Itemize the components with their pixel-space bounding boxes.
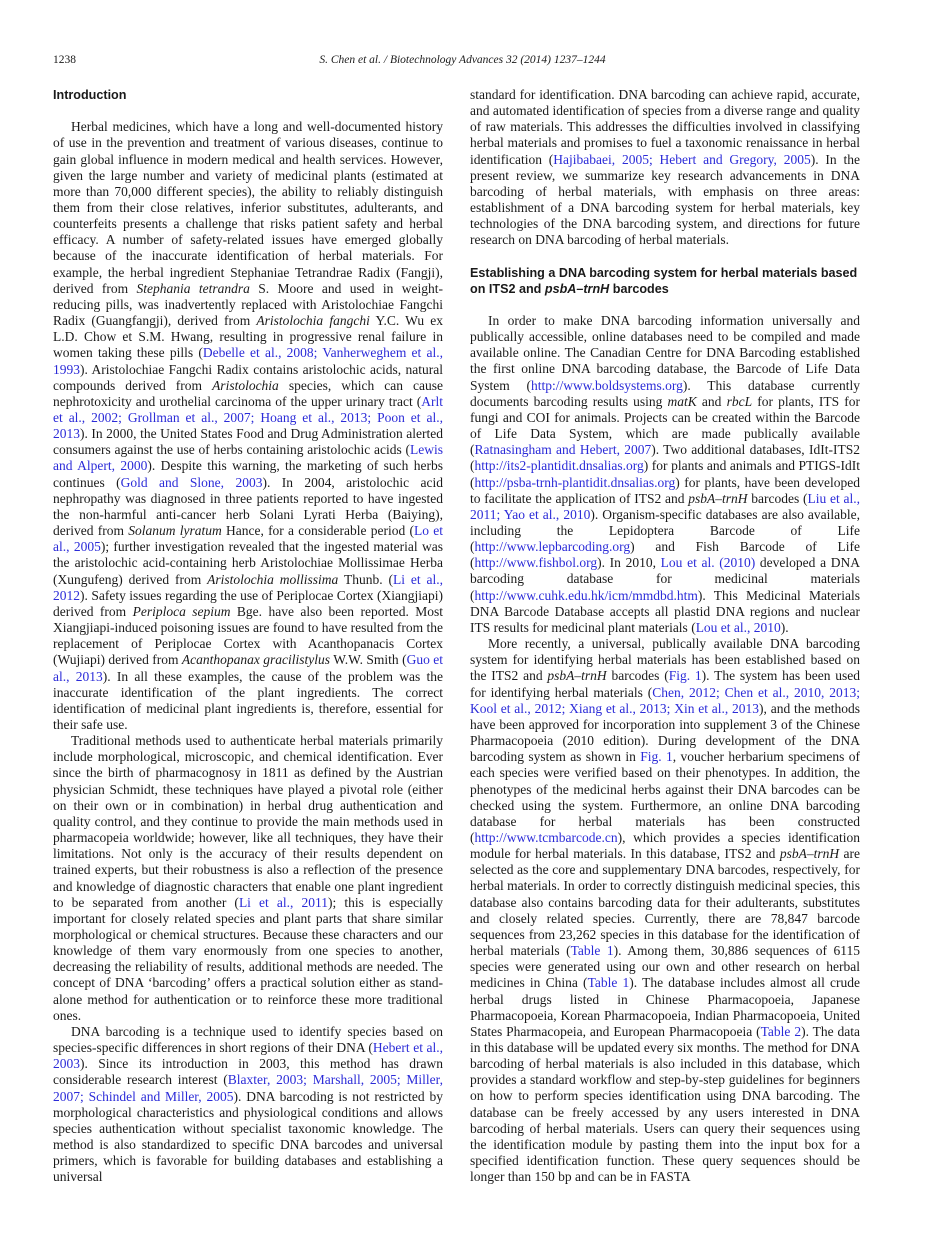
citation-link[interactable]: Hebert et al., 2003 xyxy=(53,1040,443,1072)
text-run: ). The data in this database will be updated every six months. The method for DNA barcoding of herbal materials is also included in this database, which provides a standard workflow and step-by-step guidelines for beginners on how to perform species identification using DNA barcoding. The database can be freely accessed by any users interested in DNA barcoding of herbal materials. Users can query their sequences using the identification module by pasting them into the input box for a specified identification function. These query sequences should be longer than 150 bp and can be in FASTA xyxy=(470,1023,861,1185)
italic-term: Aristolochia mollissima xyxy=(207,571,339,587)
page-number: 1238 xyxy=(53,54,76,66)
text-run: ). In the present review, we summarize key research advancements in DNA barcoding of herbal materials, with emphasis on three areas: establishment of a DNA barcoding system for herbal materials, key technologies of the DNA barcoding system, and directions for future research on DNA barcoding of herbal materials. xyxy=(470,151,860,248)
text-run: ). The system has been used for identifying herbal materials ( xyxy=(470,668,860,700)
text-run: , voucher herbarium specimens of each species were verified based on their phenotypes. In addition, the phenotypes of the medicinal herbs against their DNA barcodes can be checked using the system. Furthermore, an online DNA barcoding database for herbal materials has been constructed ( xyxy=(470,749,861,845)
italic-term: Acanthopanax gracilistylus xyxy=(181,652,331,668)
italic-term: psbA–trnH xyxy=(779,846,840,862)
citation-link[interactable]: Fig. 1 xyxy=(640,749,673,765)
text-run: ). The database includes almost all crude herbal drugs listed in Chinese Pharmacopoeia, Japanese Pharmacopoeia, Korean Pharmacopoeia, Indian Pharmacopoeia, United States Pharmacopeia, and European Pharmacopoeia ( xyxy=(470,975,860,1039)
citation-link[interactable]: Li et al., 2012 xyxy=(53,571,443,603)
citation-link[interactable]: http://psba-trnh-plantidit.dnsalias.org xyxy=(474,474,676,490)
text-run: Establishing a DNA barcoding system for herbal materials based on ITS2 and xyxy=(470,265,858,296)
citation-link[interactable]: Lewis and Alpert, 2000 xyxy=(53,442,443,474)
text-run: ) for plants, have been developed to facilitate the application of ITS2 and xyxy=(470,474,860,506)
citation-link[interactable]: Blaxter, 2003; Marshall, 2005; Miller, 2007; Schindel and Miller, 2005 xyxy=(53,1072,443,1104)
italic-term: psbA–trnH xyxy=(688,490,748,506)
citation-link[interactable]: http://www.tcmbarcode.cn xyxy=(474,829,618,845)
text-run: are selected as the core and supplementary DNA barcodes, respectively, for herbal materials. In order to correctly distinguish medicinal species, this database also contains barcoding data for their adulterants, substitutes and closely related species. Currently, there are 78,847 barcode sequences from 23,262 species in this database for the identification of herbal materials ( xyxy=(470,846,860,959)
paragraph-continuation xyxy=(470,87,860,249)
citation-link[interactable]: Lou et al. (2010) xyxy=(660,555,756,571)
text-run: S. Moore and used in weight-reducing pills, was inadvertently replaced with Aristolochiae Fangchi Radix (Guangfangji), derived from xyxy=(53,280,443,329)
text-run: ). Two additional databases, IdIt-ITS2 ( xyxy=(470,442,860,474)
text-run: ). Since its introduction in 2003, this method has drawn considerable research interest ( xyxy=(53,1056,443,1088)
italic-term: Periploca sepium xyxy=(132,603,231,619)
text-run: ). DNA barcoding is not restricted by morphological characteristics and physiological conditions and allows species authentication without specialist taxonomic knowledge. The method is also standardized to specific DNA barcodes and universal primers, which is favorable for building databases and establishing a universal xyxy=(53,1088,443,1185)
paragraph xyxy=(53,119,443,733)
italic-term: Aristolochia fangchi xyxy=(256,313,370,329)
citation-link[interactable]: Table 1 xyxy=(570,943,614,959)
italic-term: Stephania tetrandra xyxy=(136,280,250,296)
italic-term: rbcL xyxy=(726,393,753,409)
paragraph xyxy=(53,733,443,1024)
text-run: ). Despite this warning, the marketing of such herbs continues ( xyxy=(53,458,443,490)
citation-link[interactable]: Ratnasingham and Hebert, 2007 xyxy=(474,442,652,458)
italic-term: matK xyxy=(667,393,697,409)
citation-link[interactable]: Liu et al., 2011; Yao et al., 2010 xyxy=(470,490,860,522)
citation-link[interactable]: Debelle et al., 2008; Vanherweghem et al., 1993 xyxy=(53,345,444,377)
citation-link[interactable]: http://www.boldsystems.org xyxy=(531,377,683,393)
italic-term: psbA–trnH xyxy=(547,668,607,684)
citation-link[interactable]: Lou et al., 2010 xyxy=(695,619,781,635)
text-run: ). Safety issues regarding the use of Periplocae Cortex (Xiangjiapi) derived from xyxy=(53,587,443,619)
text-run: Y.C. Wu ex L.D. Chow et S.M. Hwang, resulting in progressive renal failure in women taking these pills ( xyxy=(53,313,443,361)
italic-term: Aristolochia xyxy=(212,377,279,393)
citation-link[interactable]: Lo et al., 2005 xyxy=(53,523,443,555)
italic-term: Solanum lyratum xyxy=(128,523,222,539)
text-run: W.W. Smith ( xyxy=(330,652,407,668)
text-run: ). Organism-specific databases are also available, including the Lepidoptera Barcode of Life ( xyxy=(470,506,861,555)
text-run: ) for plants and animals and PTIGS-IdIt ( xyxy=(470,458,860,490)
section-heading-introduction: Introduction xyxy=(53,88,127,102)
text-run: ), and the methods have been approved for incorporation into supplement 3 of the Chinese Pharmacopoeia (2010 edition). During development of the DNA barcoding system as shown in xyxy=(470,700,860,765)
citation-link[interactable]: Fig. 1 xyxy=(668,668,702,684)
left-column xyxy=(53,87,443,1186)
text-run: barcodes ( xyxy=(747,490,808,506)
text-run: for plants, ITS for fungi and COI for animals. Projects can be created within the Barcode of Life Data System, which are made publically available ( xyxy=(470,393,860,458)
citation-link[interactable]: Arlt et al., 2002; Grollman et al., 2007; Hoang et al., 2013; Poon et al., 2013 xyxy=(53,393,443,442)
text-run: ). Aristolochiae Fangchi Radix contains aristolochic acids, natural compounds derived from xyxy=(53,361,443,393)
text-run: Traditional methods used to authenticate herbal materials primarily include morphological, microscopic, and chemical identification. Ever since the birth of pharmacognosy in 1811 as defined by the Austrian physician Schmidt, these techniques have played a pivotal role (either on their own or in combination) in herbal drug authentication and quality control, and they continue to provide the main methods used in pharmacopeia worldwide; however, like all techniques, they have their limitations. Not only is the accuracy of their results dependent on trained experts, but their robustness is also a reflection of the presence and knowledge of diagnostic characters that enable one plant ingredient to be separated from another ( xyxy=(53,733,443,910)
citation-link[interactable]: Chen, 2012; Chen et al., 2010, 2013; Kool et al., 2012; Xiang et al., 2013; Xin et al., 2013 xyxy=(470,684,860,716)
citation-link[interactable]: Table 1 xyxy=(587,975,630,991)
citation-link[interactable]: Li et al., 2011 xyxy=(238,894,328,910)
text-run: ). This database currently documents barcoding results using xyxy=(470,377,860,409)
paragraph xyxy=(470,313,860,636)
text-run: ), which provides a species identification module for herbal materials. In this database, ITS2 and xyxy=(470,829,860,862)
text-run: standard for identification. DNA barcoding can achieve rapid, accurate, and automated identification of species from a diverse range and quality of raw materials. This addresses the difficulties involved in classifying herbal materials and promises to fuel a taxonomic renaissance in herbal identification ( xyxy=(470,87,860,167)
text-run: developed a DNA barcoding database for medicinal materials ( xyxy=(470,555,860,603)
text-run: ). xyxy=(780,619,789,635)
text-run: barcodes xyxy=(609,281,669,296)
text-run: More recently, a universal, publically available DNA barcoding system for identifying herbal materials has been established based on the ITS2 and xyxy=(470,636,860,684)
text-run: barcodes ( xyxy=(606,668,669,684)
text-run: ). In all these examples, the cause of the problem was the inaccurate identification of the plant ingredients. The correct identification of medicinal plant ingredients is, therefore, essential for their safe use. xyxy=(53,668,443,732)
text-run: Herbal medicines, which have a long and well-documented history of use in the prevention and treatment of various diseases, continue to gain global influence in modern medical and health services. However, given the large number and variety of medicinal plants (estimated at more than 70,000 different species), the ability to reliably distinguish them from their close relatives, inferior substitutes, adulterants, and counterfeits presents a challenge that risks patient safety and herbal efficacy. A number of safety-related issues have emerged globally because of the inaccurate identification of herbal materials. For example, the herbal ingredient Stephaniae Tetrandrae Radix (Fangji), derived from xyxy=(53,119,443,296)
text-run: ); this is especially important for closely related species and plant parts that share similar morphological or chemical structures. Because these characters and our knowledge of them vary enormously from one species to another, decreasing the reliability of results, additional methods are needed. The concept of DNA ‘barcoding’ offers a practical solution either as stand-alone method for authentication or to reinforce these more traditional ones. xyxy=(53,894,443,1023)
text-run: species, which can cause nephrotoxicity and urothelial carcinoma of the upper urinary tract ( xyxy=(53,377,443,409)
text-run: In order to make DNA barcoding information universally and publically accessible, online databases need to be compiled and made available online. The Canadian Centre for DNA Barcoding established the first online DNA barcoding database, the Barcode of Life Data System ( xyxy=(470,312,860,393)
citation-link[interactable]: http://www.fishbol.org xyxy=(474,555,598,571)
citation-link[interactable]: Table 2 xyxy=(760,1023,802,1039)
text-run: ); further investigation revealed that the ingested material was the aristolochic acid-containing herb Aristolochiae Mollissimae Herba (Xungufeng) derived from xyxy=(53,539,443,587)
text-run: DNA barcoding is a technique used to identify species based on species-specific differences in short regions of their DNA ( xyxy=(53,1023,443,1056)
text-run: and xyxy=(696,393,727,409)
running-title: S. Chen et al. / Biotechnology Advances 32 (2014) 1237–1244 xyxy=(319,54,606,66)
text-run: ). In 2000, the United States Food and Drug Administration alerted consumers against the use of herbs containing aristolochic acids ( xyxy=(53,426,443,458)
citation-link[interactable]: http://its2-plantidit.dnsalias.org xyxy=(474,458,644,474)
text-run: Bge. have also been reported. Most Xiangjiapi-induced poisoning issues are found to have resulted from the replacement of Periplocae Cortex with Acanthopanacis Cortex (Wujiapi) derived from xyxy=(53,603,443,668)
citation-link[interactable]: Gold and Slone, 2003 xyxy=(120,474,263,490)
text-run: ) and Fish Barcode of Life ( xyxy=(470,539,860,571)
section-heading-barcoding-system xyxy=(470,265,860,297)
citation-link[interactable]: Hajibabaei, 2005; Hebert and Gregory, 2005 xyxy=(553,151,811,167)
text-run: ). Among them, 30,886 sequences of 6115 species were generated using our own and other research on herbal medicines in China ( xyxy=(470,943,860,991)
text-run: ). This Medicinal Materials DNA Barcode Database accepts all plastid DNA regions and nuclear ITS results for medicinal plant materials ( xyxy=(470,587,860,635)
text-run: Hance, for a considerable period ( xyxy=(221,523,414,539)
citation-link[interactable]: http://www.cuhk.edu.hk/icm/mmdbd.htm xyxy=(474,587,698,603)
paragraph xyxy=(53,1024,443,1186)
citation-link[interactable]: Guo et al., 2013 xyxy=(53,652,443,684)
citation-link[interactable]: http://www.lepbarcoding.org xyxy=(474,539,631,555)
italic-term: psbA–trnH xyxy=(544,281,610,296)
paragraph xyxy=(470,636,860,1185)
right-column xyxy=(470,87,860,1185)
text-run: Thunb. ( xyxy=(338,571,393,587)
text-run: ). In 2004, aristolochic acid nephropathy was diagnosed in three patients reported to have ingested the non-harmful anti-cancer herb Solani Lyrati Herba (Baiying), derived from xyxy=(53,474,443,539)
text-run: ). In 2010, xyxy=(597,555,661,571)
